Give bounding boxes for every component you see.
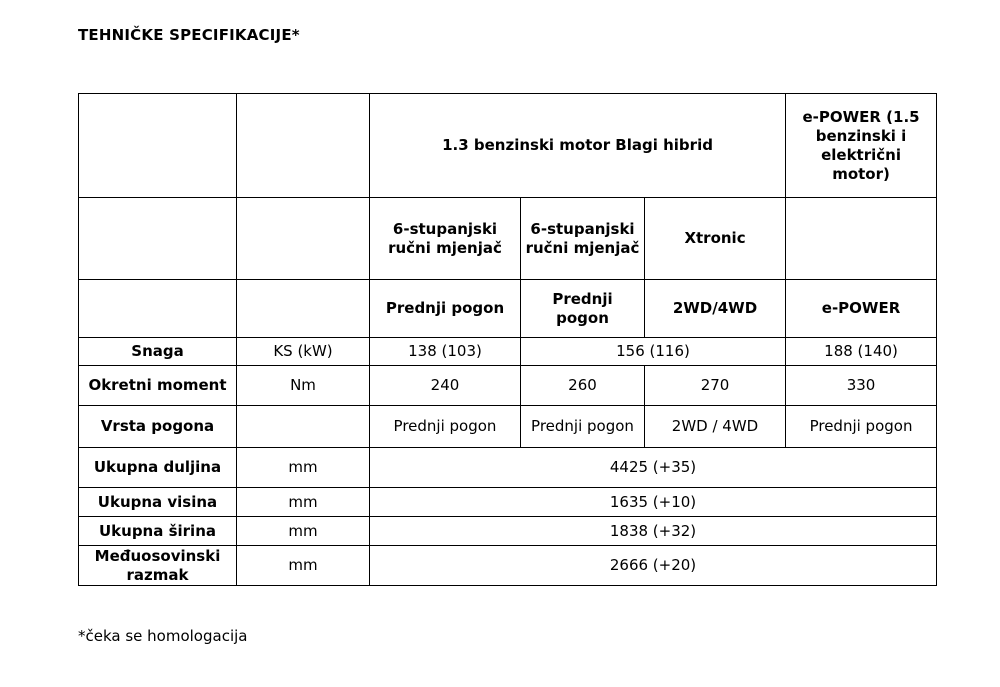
spec-table (78, 93, 937, 586)
table-row (79, 546, 937, 586)
table-cell: Prednji pogon (370, 406, 521, 448)
transmission-manual-1: 6-stupanjski ručni mjenjač (370, 198, 521, 280)
footnote: *čeka se homologacija (78, 627, 248, 645)
table-row (79, 448, 937, 488)
page-title: TEHNIČKE SPECIFIKACIJE* (78, 26, 300, 44)
empty-cell (79, 198, 237, 280)
table-row (79, 366, 937, 406)
table-cell: 156 (116) (521, 338, 786, 366)
drive-header-2: Prednji pogon (521, 280, 645, 338)
row-unit: mm (237, 546, 370, 586)
empty-cell (79, 280, 237, 338)
row-label: Međuosovinski razmak (79, 546, 237, 586)
table-cell: 330 (786, 366, 937, 406)
table-cell: 270 (645, 366, 786, 406)
header-row-drive (79, 280, 937, 338)
drive-header-3: 2WD/4WD (645, 280, 786, 338)
row-label: Ukupna duljina (79, 448, 237, 488)
drive-header-4: e-POWER (786, 280, 937, 338)
header-row-transmission (79, 198, 937, 280)
table-row (79, 338, 937, 366)
header-row-engine (79, 94, 937, 198)
table-cell: 1838 (+32) (370, 517, 937, 546)
table-cell: 2666 (+20) (370, 546, 937, 586)
table-cell: 138 (103) (370, 338, 521, 366)
empty-cell (786, 198, 937, 280)
row-label: Ukupna visina (79, 488, 237, 517)
transmission-xtronic: Xtronic (645, 198, 786, 280)
engine-1-3-header: 1.3 benzinski motor Blagi hibrid (370, 94, 786, 198)
row-unit: Nm (237, 366, 370, 406)
row-unit: mm (237, 517, 370, 546)
row-unit: mm (237, 488, 370, 517)
empty-cell (237, 198, 370, 280)
table-cell: Prednji pogon (521, 406, 645, 448)
row-label: Okretni moment (79, 366, 237, 406)
table-cell: Prednji pogon (786, 406, 937, 448)
row-unit (237, 406, 370, 448)
transmission-manual-2: 6-stupanjski ručni mjenjač (521, 198, 645, 280)
table-cell: 2WD / 4WD (645, 406, 786, 448)
table-cell: 240 (370, 366, 521, 406)
table-row (79, 488, 937, 517)
row-label: Snaga (79, 338, 237, 366)
empty-cell (237, 280, 370, 338)
table-cell: 1635 (+10) (370, 488, 937, 517)
engine-epower-header: e-POWER (1.5 benzinski i električni motor) (786, 94, 937, 198)
row-unit: mm (237, 448, 370, 488)
empty-cell (79, 94, 237, 198)
table-cell: 4425 (+35) (370, 448, 937, 488)
row-unit: KS (kW) (237, 338, 370, 366)
row-label: Ukupna širina (79, 517, 237, 546)
table-cell: 188 (140) (786, 338, 937, 366)
table-row (79, 517, 937, 546)
table-cell: 260 (521, 366, 645, 406)
row-label: Vrsta pogona (79, 406, 237, 448)
drive-header-1: Prednji pogon (370, 280, 521, 338)
table-row (79, 406, 937, 448)
empty-cell (237, 94, 370, 198)
